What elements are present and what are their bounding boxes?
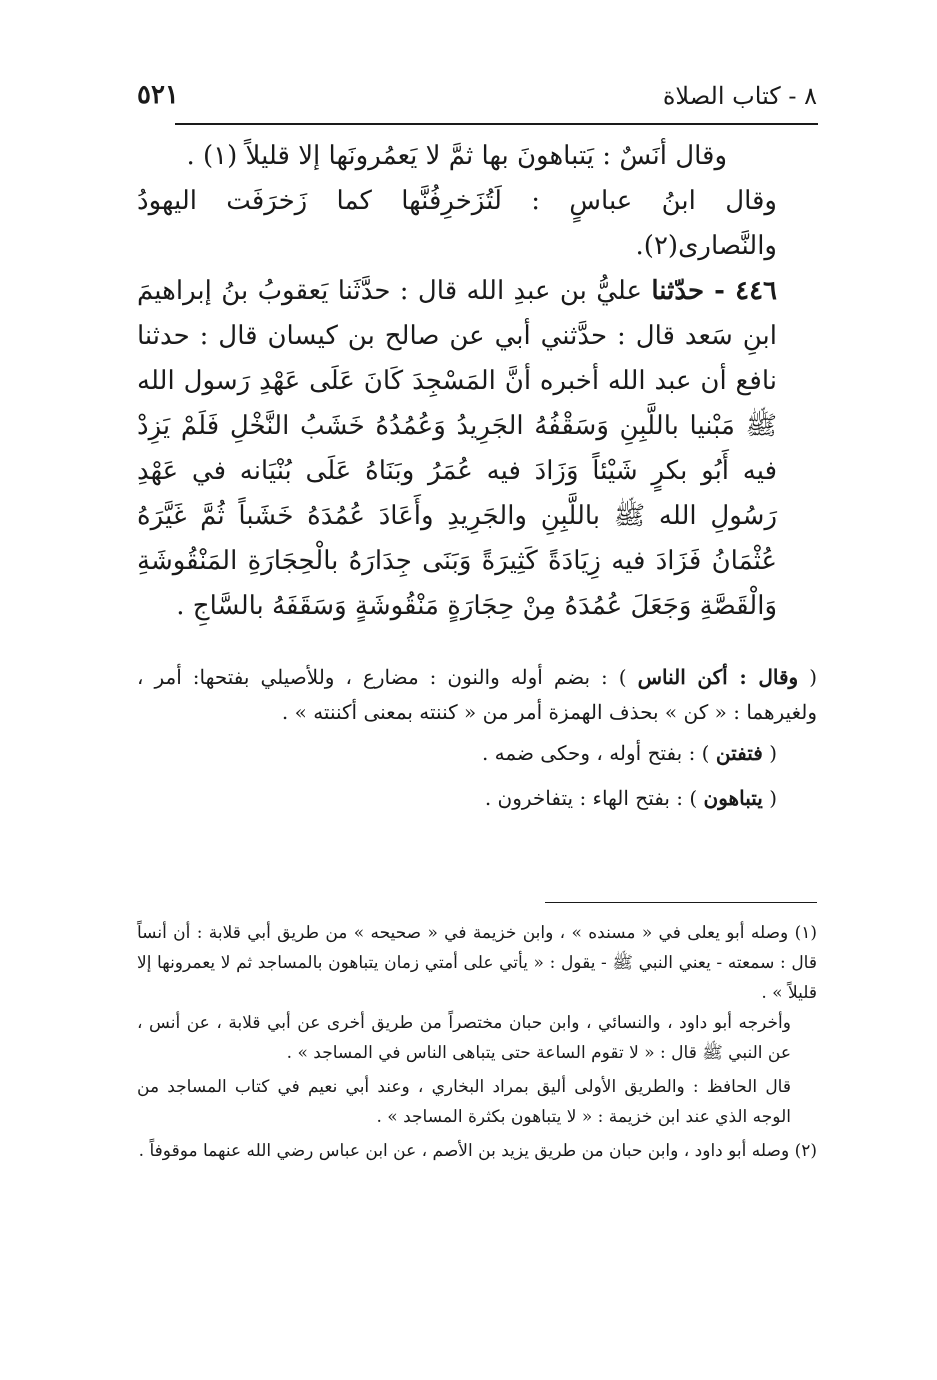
open-paren: ( bbox=[769, 786, 777, 810]
ibn-abbas-statement: وقال ابنُ عباسٍ : لَتُزَخرِفُنَّها كما زَخرَفَت اليهودُ والنَّصارى(٢). bbox=[137, 186, 777, 261]
footnote-text: وصله أبو داود ، وابن حبان من طريق يزيد بن الأصم ، عن ابن عباس رضي الله عنهما موقوفاً . bbox=[138, 1141, 790, 1161]
commentary-entry bbox=[137, 736, 817, 771]
footnote-1-continuation: قال الحافظ : والطريق الأولى أليق بمراد البخاري ، وعند أبي نعيم في كتاب المساجد من الوجه الذي عند ابن خزيمة : « لا يتباهون بكثرة المساجد » . bbox=[137, 1077, 791, 1127]
commentary bbox=[137, 660, 817, 816]
footnote-text: وصله أبو يعلى في « مسنده » ، وابن خزيمة في « صحيحه » من طريق أبي قلابة : أن أنساً قال : سمعته - يعني النبي ﷺ - يقول : « يأتي على أمتي زمان يتباهون بالمساجد ثم لا يعمرونها إلا قليلاً » . bbox=[137, 923, 817, 1003]
footnote-1-continuation: وأخرجه أبو داود ، والنسائي ، وابن حبان مختصراً من طريق أخرى عن أبي قلابة ، عن أنس ، عن النبي ﷺ قال : « لا تقوم الساعة حتى يتباهى الناس في المساجد » . bbox=[137, 1013, 791, 1063]
hadith-paragraph bbox=[137, 269, 817, 629]
commentary-term: فتفتن bbox=[715, 741, 763, 765]
hadith-text: عليُّ بن عبدِ الله قال : حدَّثَنا يَعقوبُ بنُ إبراهيمَ ابنِ سَعد قال : حدَّثني أبي عن صالح بن كيسان قال : حدثنا نافع أن عبد الله أخبره أنَّ المَسْجِدَ كَانَ عَلَى عَهْدِ رَسول الله ﷺ مَبْنيا باللَّبِنِ وَسَقْفُهُ الجَرِيدُ وَعُمُدُهُ خَشَبُ النَّخْلِ فَلَمْ يَزِدْ فيه أَبُو بكرٍ شَيْئاً وَزَادَ فيه عُمَرُ وبَنَاهُ عَلَى بُنْيَانه في عَهْدِ رَسُولِ الله ﷺ باللَّبِنِ والجَرِيدِ وأَعَادَ عُمُدَهُ خَشَباً ثُمَّ غَيَّرَهُ عُثْمَانُ فَزَادَ فيه زِيَادَةً كَثِيرَةً وَبَنَى جِدَارَهُ بالْحِجَارَةِ المَنْقُوشَةِ وَالْقَصَّةِ وَجَعَلَ عُمُدَهُ مِنْ حِجَارَةٍ مَنْقُوشَةٍ وَسَقَفَهُ بالسَّاجِ . bbox=[137, 276, 777, 621]
commentary-text: ) : بفتح الهاء : يتفاخرون . bbox=[484, 786, 698, 810]
commentary-term: يتباهون bbox=[703, 786, 763, 810]
footnote-marker: (٢) bbox=[794, 1141, 817, 1161]
main-text bbox=[137, 134, 817, 629]
page-number: ٥٢١ bbox=[137, 80, 179, 110]
page-header bbox=[137, 80, 817, 120]
footnote-2 bbox=[137, 1136, 817, 1166]
header-rule bbox=[175, 123, 818, 125]
commentary-term: وقال : أكن الناس bbox=[637, 665, 799, 689]
commentary-text: ) : بضم أوله والنون : مضارع ، وللأصيلي بفتحها: أمر ، ولغيرهما : « كن » بحذف الهمزة أمر من « كننته بمعنى أكننته » . bbox=[137, 665, 817, 724]
open-paren: ( bbox=[769, 741, 777, 765]
running-title: ٨ - كتاب الصلاة bbox=[662, 82, 817, 110]
commentary-entry bbox=[137, 660, 817, 730]
footnote-marker: (١) bbox=[794, 923, 817, 943]
open-paren: ( bbox=[809, 665, 817, 689]
footnote-rule bbox=[545, 902, 817, 903]
anas-statement: وقال أنَسٌ : يَتباهونَ بها ثمَّ لا يَعمُرونَها إلا قليلاً (١) . bbox=[186, 141, 727, 171]
footnotes bbox=[137, 918, 817, 1166]
footnote-1 bbox=[137, 918, 817, 1008]
commentary-entry bbox=[137, 781, 817, 816]
hadith-number: ٤٤٦ - حدّثنا bbox=[651, 276, 778, 306]
commentary-text: ) : بفتح أوله ، وحكى ضمه . bbox=[481, 741, 710, 765]
